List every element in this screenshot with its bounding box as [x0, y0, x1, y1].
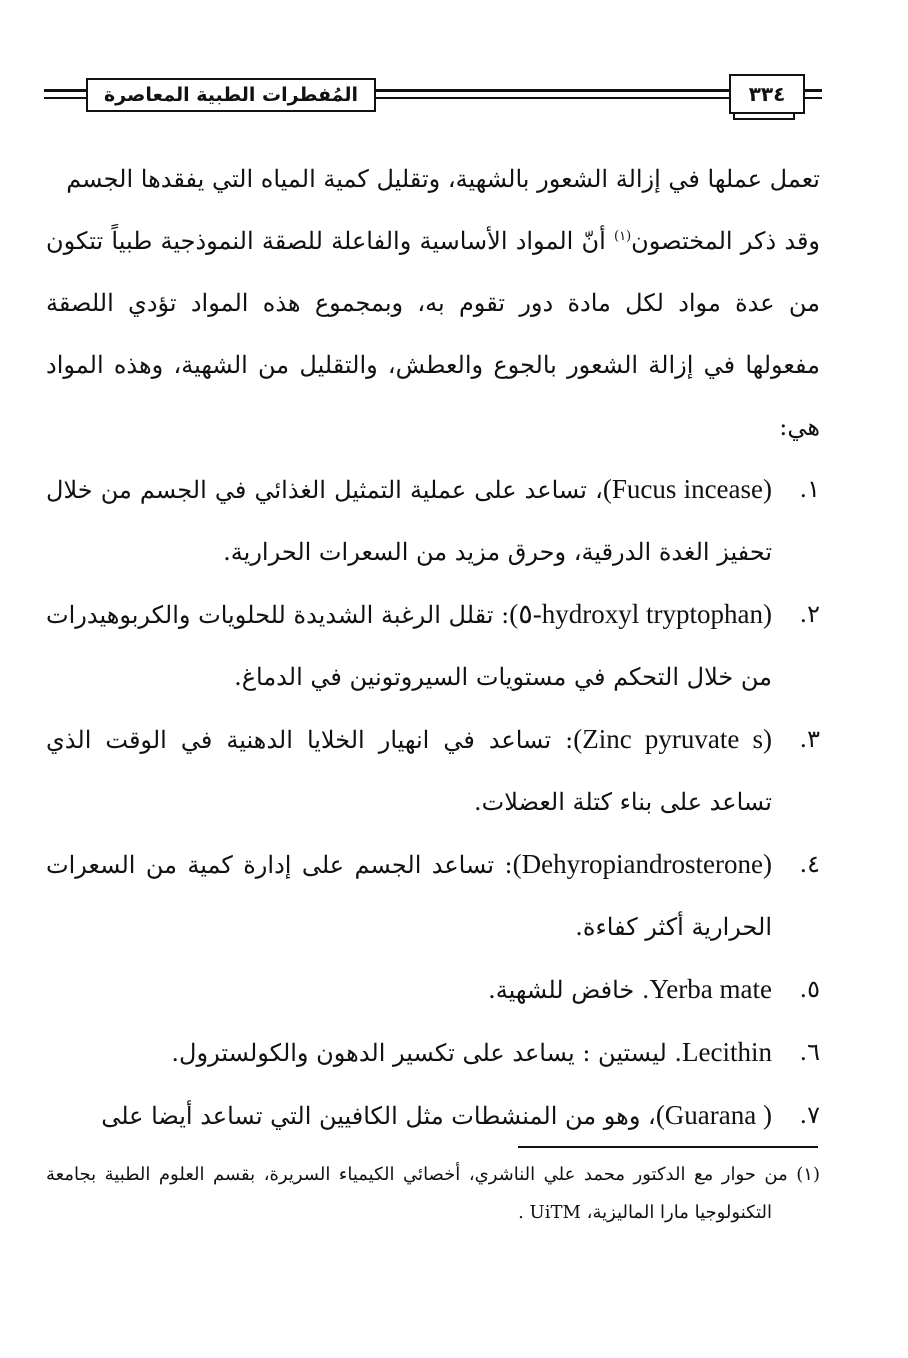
- header-rule-middle-bottom: [376, 97, 729, 99]
- ingredient-description: : تقلل الرغبة الشديدة للحلويات والكربوهيدرات من خلال التحكم في مستويات السيروتونين في الدماغ.: [46, 601, 772, 691]
- ingredient-name: (Dehyropiandrosterone): [512, 849, 772, 879]
- footnote: [46, 1156, 820, 1232]
- list-item-number: ٧.: [799, 1101, 820, 1129]
- ingredient-description: . خافض للشهية.: [488, 976, 650, 1004]
- header-rule-middle-top: [376, 89, 729, 92]
- page-header: [44, 70, 822, 128]
- list-item: [46, 1021, 820, 1084]
- page-number: ٣٣٤: [729, 74, 805, 114]
- list-item: [46, 1084, 820, 1147]
- footnote-reference: (١): [614, 229, 632, 244]
- ingredient-name: (Zinc pyruvate s): [573, 724, 772, 754]
- page-body: [46, 148, 820, 1147]
- header-rule-right-bottom: [805, 97, 822, 99]
- header-rule-right-top: [805, 89, 822, 92]
- ingredient-description: : تساعد الجسم على إدارة كمية من السعرات الحرارية أكثر كفاءة.: [46, 851, 772, 941]
- header-rule-left-top: [44, 89, 86, 92]
- ingredient-description: ، تساعد على عملية التمثيل الغذائي في الجسم من خلال تحفيز الغدة الدرقية، وحرق مزيد من السعرات الحرارية.: [46, 476, 772, 566]
- list-item: [46, 458, 820, 583]
- list-item-number: ٦.: [799, 1038, 820, 1066]
- list-item-number: ٣.: [799, 725, 820, 753]
- paragraph-intro: تعمل عملها في إزالة الشعور بالشهية، وتقليل كمية المياه التي يفقدها الجسم: [66, 165, 820, 193]
- header-rule-left-bottom: [44, 97, 86, 99]
- page-number-tab: [733, 114, 795, 120]
- list-item: [46, 708, 820, 833]
- footnote-line-1: (١) من حوار مع الدكتور محمد علي الناشري، أخصائي الكيمياء السريرة، بقسم العلوم الطبية بجامعة: [46, 1164, 820, 1185]
- ingredient-name: (٥-hydroxyl tryptophan): [509, 599, 773, 629]
- paragraph-ingredients: [46, 210, 820, 458]
- paragraph-text-rest: أنّ المواد الأساسية والفاعلة للصقة النموذجية طبياً تتكون من عدة مواد لكل مادة دور تقوم به، وبمجموع هذه المواد تؤدي اللصقة مفعولها في إزالة الشعور بالجوع والعطش، والتقليل من الشهية، وهذه المواد هي:: [46, 227, 820, 441]
- list-item-number: ٥.: [799, 975, 820, 1003]
- list-item-number: ١.: [799, 475, 820, 503]
- footnote-separator: [518, 1146, 818, 1148]
- list-item-number: ٢.: [799, 600, 820, 628]
- footnote-line-2: التكنولوجيا مارا الماليزية، UiTM .: [518, 1202, 772, 1223]
- list-item-number: ٤.: [799, 850, 820, 878]
- list-item: [46, 958, 820, 1021]
- ingredient-description: ، وهو من المنشطات مثل الكافيين التي تساعد أيضا على: [101, 1102, 656, 1130]
- ingredient-name: (Guarana ): [655, 1100, 772, 1130]
- ingredient-name: Yerba mate: [649, 974, 772, 1004]
- ingredient-description: : تساعد في انهيار الخلايا الدهنية في الوقت الذي تساعد على بناء كتلة العضلات.: [46, 726, 772, 816]
- list-item: [46, 833, 820, 958]
- list-item: [46, 583, 820, 708]
- ingredient-name: (Fucus incease): [602, 474, 773, 504]
- book-title: المُفطرات الطبية المعاصرة: [86, 78, 376, 112]
- ingredient-description: . ليستين : يساعد على تكسير الدهون والكولسترول.: [171, 1039, 683, 1067]
- ingredient-name: Lecithin: [682, 1037, 772, 1067]
- paragraph-text-start: وقد ذكر المختصون: [631, 227, 821, 255]
